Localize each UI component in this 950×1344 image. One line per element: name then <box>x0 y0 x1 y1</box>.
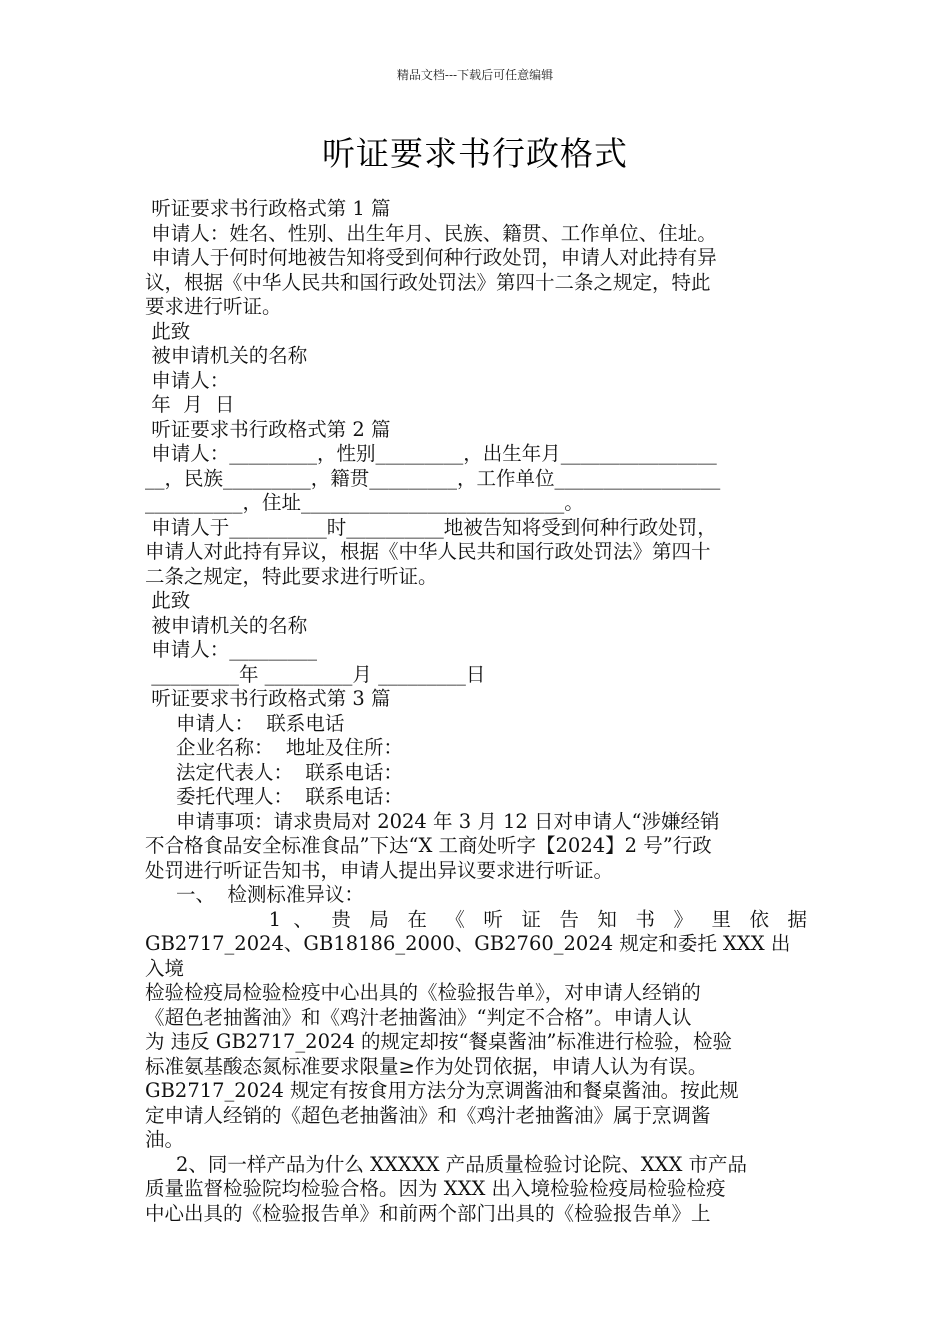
text-line: 申请人于__________时__________地被告知将受到何种行政处罚， <box>145 515 717 539</box>
text-line: _________年 _________月 _________日 <box>145 662 486 686</box>
text-line: 为 违反 GB2717_2024 的规定却按“餐桌酱油”标准进行检验，检验 <box>145 1030 732 1053</box>
text-line: 听证要求书行政格式第 1 篇 <box>145 197 391 220</box>
text-line: 要求进行听证。 <box>145 295 282 318</box>
text-line: 申请事项：请求贵局对 2024 年 3 月 12 日对申请人“涉嫌经销 <box>145 809 720 833</box>
text-line: 申请人：姓名、性别、出生年月、民族、籍贯、工作单位、住址。 <box>145 221 717 245</box>
text-line: 听证要求书行政格式第 3 篇 <box>145 687 391 710</box>
text-line: 委托代理人： 联系电话： <box>145 785 403 808</box>
text-line: 此致 <box>145 589 191 612</box>
text-line: 油。 <box>145 1128 185 1151</box>
text-line: 质量监督检验院均检验合格。因为 XXX 出入境检验检疫局检验检疫 <box>145 1177 726 1200</box>
text-line: 年 月 日 <box>145 393 235 416</box>
text-line: 一、 检测标准异议： <box>145 883 364 906</box>
text-line: 标准氨基酸态氮标准要求限量≥作为处罚依据，申请人认为有误。 <box>145 1054 708 1078</box>
text-line: 定申请人经销的《超色老抽酱油》和《鸡汁老抽酱油》属于烹调酱 <box>145 1103 711 1127</box>
text-line: 1 、 贵 局 在 《 听 证 告 知 书 》 里 依 据 <box>145 907 807 931</box>
document-title: 听证要求书行政格式 <box>322 134 628 173</box>
text-line: 申请人：_________ <box>145 638 317 661</box>
text-line: 企业名称： 地址及住所： <box>145 736 403 759</box>
text-line: 被申请机关的名称 <box>145 613 308 637</box>
document-body <box>145 197 807 1226</box>
text-line: 议，根据《中华人民共和国行政处罚法》第四十二条之规定，特此 <box>145 270 711 294</box>
text-line: 申请人： <box>145 368 230 392</box>
text-line: 《超色老抽酱油》和《鸡汁老抽酱油》“判定不合格”。申请人认 <box>145 1005 692 1029</box>
text-line: 申请人： 联系电话 <box>145 711 345 735</box>
page-header: 精品文档---下载后可任意编辑 <box>396 68 554 82</box>
text-line: 不合格食品安全标准食品”下达“X 工商处听字【2024】2 号”行政 <box>145 834 712 857</box>
text-line: 听证要求书行政格式第 2 篇 <box>145 417 391 441</box>
text-line: 中心出具的《检验报告单》和前两个部门出具的《检验报告单》上 <box>145 1201 711 1225</box>
text-line: 申请人：_________，性别_________，出生年月________________ <box>145 442 717 465</box>
text-line: 2、同一样产品为什么 XXXXX 产品质量检验讨论院、XXX 市产品 <box>145 1152 748 1176</box>
text-line: 处罚进行听证告知书，申请人提出异议要求进行听证。 <box>145 858 614 882</box>
text-line: 此致 <box>145 319 191 343</box>
text-line: 被申请机关的名称 <box>145 344 308 367</box>
text-line: 申请人于何时何地被告知将受到何种行政处罚，申请人对此持有异 <box>145 246 717 269</box>
text-line: 检验检疫局检验检疫中心出具的《检验报告单》，对申请人经销的 <box>145 981 701 1004</box>
text-line: 申请人对此持有异议，根据《中华人民共和国行政处罚法》第四十 <box>145 540 711 563</box>
text-line: GB2717_2024 规定有按食用方法分为烹调酱油和餐桌酱油。按此规 <box>145 1079 739 1102</box>
text-line: __________，住址___________________________。 <box>145 491 584 514</box>
text-line: 二条之规定，特此要求进行听证。 <box>145 564 438 588</box>
text-line: 法定代表人： 联系电话： <box>145 760 403 784</box>
text-line: __，民族_________，籍贯_________，工作单位_________________ <box>145 466 721 490</box>
text-line: GB2717_2024、GB18186_2000、GB2760_2024 规定和委托 XXX 出入境 <box>145 932 791 980</box>
